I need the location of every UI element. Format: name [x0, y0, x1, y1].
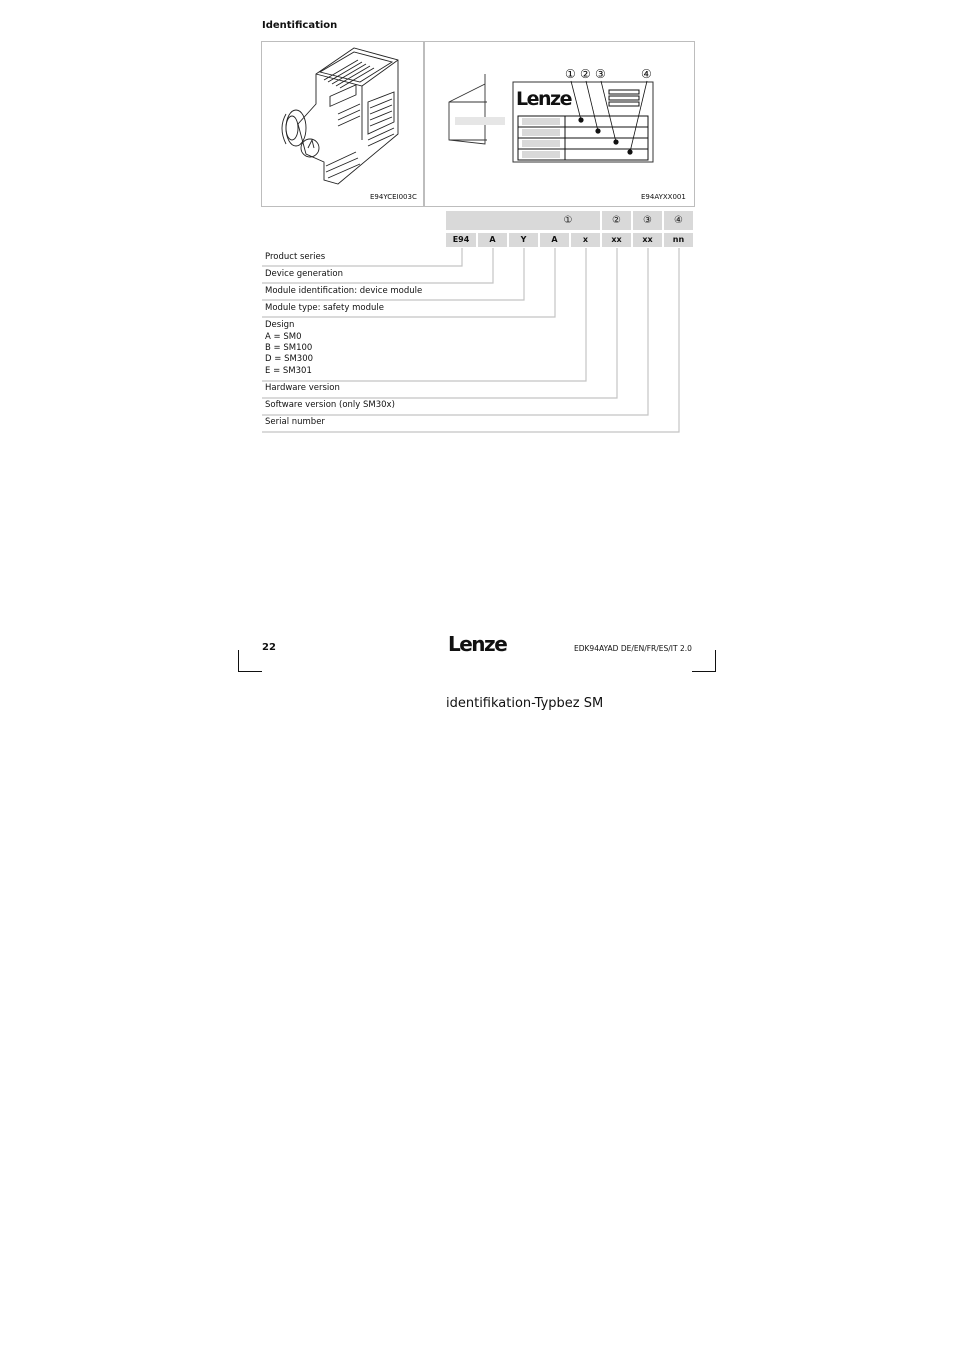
- group-number-2: ②: [612, 215, 621, 226]
- document-id: EDK94AYAD DE/EN/FR/ES/IT 2.0: [574, 644, 692, 653]
- crop-mark-right-vertical: [715, 650, 716, 672]
- code-segment-hardware: xx: [602, 233, 631, 247]
- legend-leader-lines: [0, 0, 954, 450]
- figure-code-left: E94YCEI003C: [370, 193, 417, 201]
- code-segment-series: E94: [446, 233, 476, 247]
- callout-4: ④: [641, 67, 652, 81]
- code-segment-serial: nn: [664, 233, 693, 247]
- section-title: Identification: [262, 20, 338, 31]
- group-number-3: ③: [643, 215, 652, 226]
- legend-module-identification: Module identification: device module: [265, 286, 423, 296]
- legend-design: Design: [265, 320, 295, 330]
- callout-1: ①: [565, 67, 576, 81]
- crop-mark-left-horizontal: [238, 671, 262, 672]
- design-option-e: E = SM301: [265, 366, 312, 376]
- code-segment-module-id: Y: [509, 233, 538, 247]
- crop-mark-left-vertical: [238, 650, 239, 672]
- design-option-d: D = SM300: [265, 354, 314, 364]
- design-option-b: B = SM100: [265, 343, 313, 353]
- design-option-a: A = SM0: [265, 332, 302, 342]
- nameplate-brand-logo: Lenze: [516, 88, 571, 110]
- footer-brand-logo: Lenze: [448, 632, 507, 656]
- legend-product-series: Product series: [265, 252, 326, 262]
- code-segment-design: x: [571, 233, 600, 247]
- legend-module-type: Module type: safety module: [265, 303, 384, 313]
- code-segment-module-type: A: [540, 233, 569, 247]
- legend-software-version: Software version (only SM30x): [265, 400, 395, 410]
- callout-3: ③: [595, 67, 606, 81]
- callout-2: ②: [580, 67, 591, 81]
- legend-hardware-version: Hardware version: [265, 383, 340, 393]
- legend-device-generation: Device generation: [265, 269, 343, 279]
- group-number-1: ①: [563, 215, 573, 226]
- page-number: 22: [262, 642, 276, 653]
- legend-serial-number: Serial number: [265, 417, 325, 427]
- figure-code-right: E94AYXX001: [641, 193, 686, 201]
- code-segment-software: xx: [633, 233, 662, 247]
- crop-mark-right-horizontal: [692, 671, 716, 672]
- page-caption: identifikation-Typbez SM: [446, 696, 604, 711]
- group-number-4: ④: [674, 215, 683, 226]
- code-segment-generation: A: [478, 233, 507, 247]
